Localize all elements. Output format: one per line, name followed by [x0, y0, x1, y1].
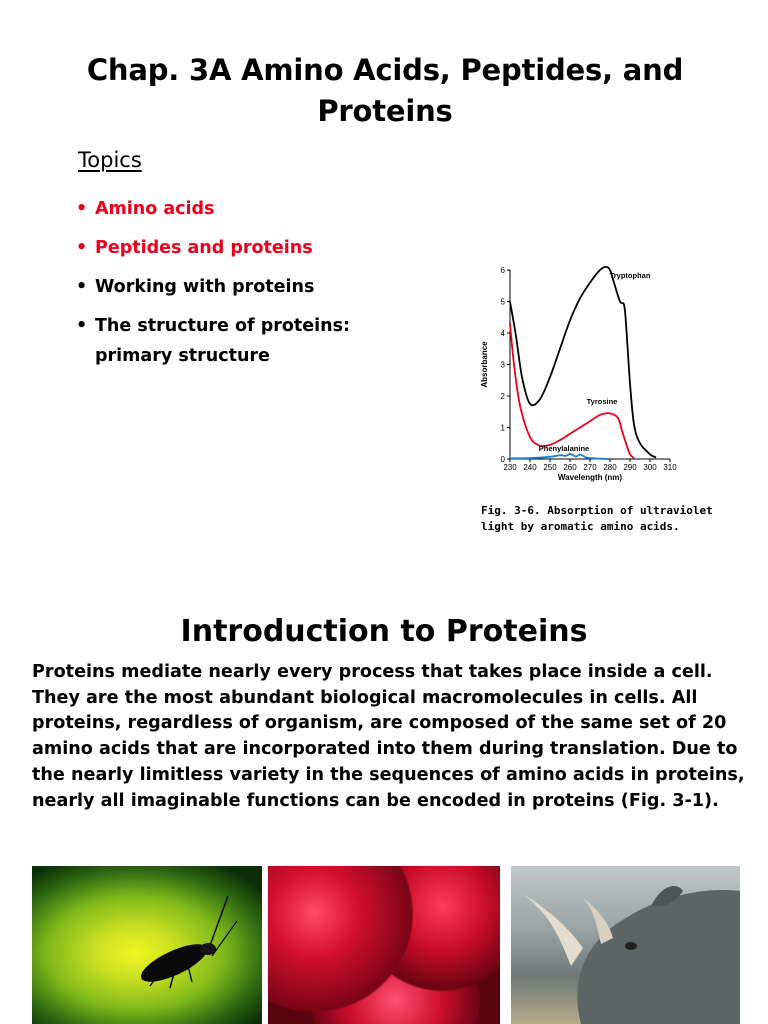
- x-tick-label: 240: [523, 463, 537, 472]
- bullet: •: [76, 238, 88, 258]
- y-tick-label: 6: [500, 266, 505, 275]
- rhino-icon: [511, 866, 740, 1024]
- x-tick-label: 280: [603, 463, 617, 472]
- topics-heading: Topics: [78, 148, 142, 172]
- y-tick-label: 0: [500, 455, 505, 464]
- section-title: Introduction to Proteins: [180, 614, 588, 649]
- topic-item: [76, 307, 350, 346]
- topic-list: [76, 190, 350, 346]
- series-line-tyrosine: [510, 324, 634, 459]
- topic-text: The structure of proteins:: [95, 316, 351, 336]
- x-tick-label: 260: [563, 463, 577, 472]
- rhino-photo: [511, 866, 740, 1024]
- series-line-phenylalanine: [510, 454, 610, 459]
- bullet: •: [76, 316, 88, 336]
- x-tick-label: 250: [543, 463, 557, 472]
- topic-item: [76, 268, 350, 307]
- topic-text: Working with proteins: [95, 277, 315, 297]
- slide-title: Chap. 3A Amino Acids, Peptides, and Proteins: [86, 53, 684, 128]
- x-tick-label: 230: [503, 463, 517, 472]
- series-line-tryptophan: [510, 267, 656, 458]
- y-tick-label: 3: [500, 360, 505, 370]
- y-tick-label: 2: [500, 392, 505, 401]
- absorbance-chart-svg: [476, 262, 686, 487]
- series-label-tyrosine: Tyrosine: [586, 396, 618, 406]
- series-label-tryptophan: Tryptophan: [609, 270, 651, 280]
- series-label-phenylalanine: Phenylalanine: [538, 444, 590, 454]
- bullet: •: [76, 277, 88, 297]
- x-tick-label: 300: [643, 463, 657, 472]
- y-tick-label: 5: [500, 297, 505, 307]
- absorbance-chart: [476, 262, 686, 487]
- topic-continuation: primary structure: [95, 346, 270, 366]
- topic-item: [76, 229, 350, 268]
- topic-text: Amino acids: [95, 199, 215, 219]
- topic-item: [76, 190, 350, 229]
- firefly-photo: [32, 866, 262, 1024]
- blood-cells-photo: [268, 866, 500, 1024]
- x-tick-label: 270: [583, 463, 597, 472]
- x-axis-label: Wavelength (nm): [557, 473, 623, 482]
- figure-caption: Fig. 3-6. Absorption of ultraviolet light by aromatic amino acids.: [481, 504, 713, 533]
- y-axis-label: Absorbance: [480, 341, 489, 388]
- x-tick-label: 290: [623, 463, 637, 472]
- bullet: •: [76, 199, 88, 219]
- y-tick-label: 4: [500, 329, 505, 338]
- topic-text: Peptides and proteins: [95, 238, 313, 258]
- intro-paragraph: Proteins mediate nearly every process that takes place inside a cell. They are the most abundant biological macromolecules in cells. All proteins, regardless of organism, are composed of the same set of 20 amino acids that are incorporated into them during translation. Due to the nearly limitless variety in the sequences of amino acids in proteins, nearly all imaginable functions can be encoded in proteins (Fig. 3-1).: [32, 662, 745, 811]
- y-tick-label: 1: [500, 423, 505, 433]
- x-tick-label: 310: [663, 463, 677, 472]
- firefly-icon: [32, 866, 262, 1024]
